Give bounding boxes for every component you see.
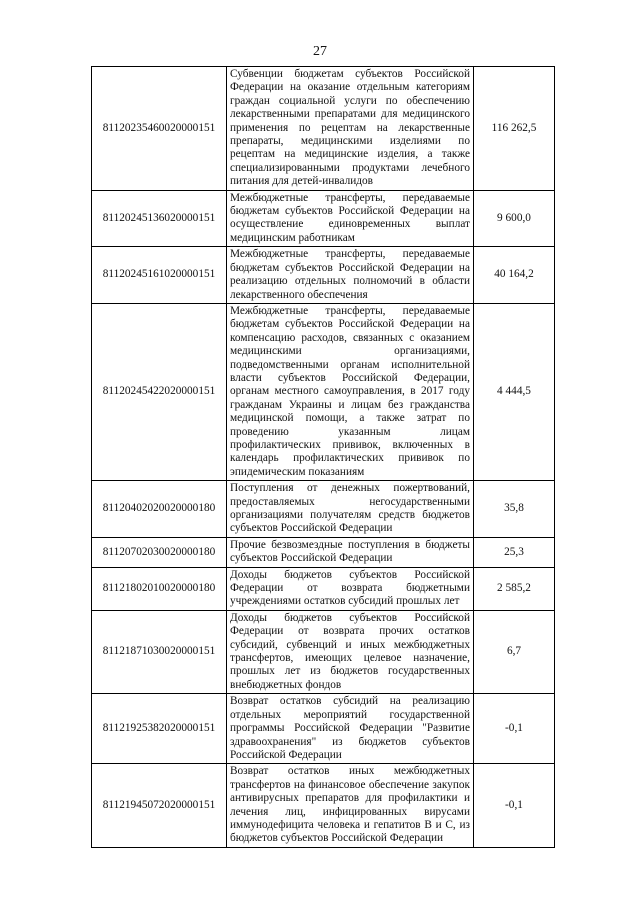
revenue-code-cell: 81120702030020000180 [92,537,227,567]
revenue-description-cell: Доходы бюджетов субъектов Российской Федерации от возврата прочих остатков субсидий, субвенций и иных межбюджетных трансфертов, имеющих целевое назначение, прошлых лет из бюджетов государственных внебюджетных фондов [227,610,474,693]
budget-revenue-table [91,66,555,848]
table-row [92,537,555,567]
table-row [92,190,555,247]
revenue-description-cell: Возврат остатков иных межбюджетных трансфертов на финансовое обеспечение закупок антивирусных препаратов для профилактики и лечения лиц, инфицированных вирусами иммунодефицита человека и гепатитов B и C, из бюджетов субъектов Российской Федерации [227,764,474,847]
revenue-description-cell: Возврат остатков субсидий на реализацию отдельных мероприятий государственной программы Российской Федерации "Развитие здравоохранения" из бюджетов субъектов Российской Федерации [227,694,474,764]
revenue-description-cell: Субвенции бюджетам субъектов Российской Федерации на оказание отдельным категориям граждан социальной услуги по обеспечению лекарственными препаратами для медицинского применения по рецептам на лекарственные препараты, медицинскими изделиями по рецептам на медицинские изделия, а также специализированными продуктами лечебного питания для детей-инвалидов [227,67,474,191]
table-row [92,610,555,693]
table-row [92,303,555,480]
table-row [92,247,555,304]
amount-cell: -0,1 [474,764,555,847]
revenue-code-cell: 81120245161020000151 [92,247,227,304]
revenue-code-cell: 81121871030020000151 [92,610,227,693]
amount-cell: -0,1 [474,694,555,764]
table-row [92,567,555,610]
revenue-description-cell: Межбюджетные трансферты, передаваемые бюджетам субъектов Российской Федерации на осуществление единовременных выплат медицинским работникам [227,190,474,247]
table-row [92,694,555,764]
revenue-description-cell: Межбюджетные трансферты, передаваемые бюджетам субъектов Российской Федерации на реализацию отдельных полномочий в области лекарственного обеспечения [227,247,474,304]
revenue-code-cell: 81120245136020000151 [92,190,227,247]
revenue-code-cell: 81121945072020000151 [92,764,227,847]
table-row [92,764,555,847]
amount-cell: 25,3 [474,537,555,567]
amount-cell: 4 444,5 [474,303,555,480]
revenue-description-cell: Межбюджетные трансферты, передаваемые бюджетам субъектов Российской Федерации на компенсацию расходов, связанных с оказанием медицинскими организациями, подведомственными органам исполнительной власти субъектов Российской Федерации, органам местного самоуправления, в 2017 году гражданам Украины и лицам без гражданства медицинской помощи, а также затрат по проведению указанным лицам профилактических прививок, включенных в календарь профилактических прививок по эпидемическим показаниям [227,303,474,480]
revenue-code-cell: 81120402020020000180 [92,481,227,538]
amount-cell: 40 164,2 [474,247,555,304]
revenue-code-cell: 81121925382020000151 [92,694,227,764]
amount-cell: 2 585,2 [474,567,555,610]
revenue-code-cell: 81120235460020000151 [92,67,227,191]
table-body [92,67,555,848]
page-number: 27 [313,44,327,59]
revenue-code-cell: 81121802010020000180 [92,567,227,610]
amount-cell: 9 600,0 [474,190,555,247]
amount-cell: 35,8 [474,481,555,538]
amount-cell: 6,7 [474,610,555,693]
revenue-description-cell: Доходы бюджетов субъектов Российской Федерации от возврата бюджетными учреждениями остатков субсидий прошлых лет [227,567,474,610]
amount-cell: 116 262,5 [474,67,555,191]
revenue-description-cell: Прочие безвозмездные поступления в бюджеты субъектов Российской Федерации [227,537,474,567]
table-row [92,481,555,538]
revenue-description-cell: Поступления от денежных пожертвований, предоставляемых негосударственными организациями получателям средств бюджетов субъектов Российской Федерации [227,481,474,538]
table-row [92,67,555,191]
revenue-code-cell: 81120245422020000151 [92,303,227,480]
